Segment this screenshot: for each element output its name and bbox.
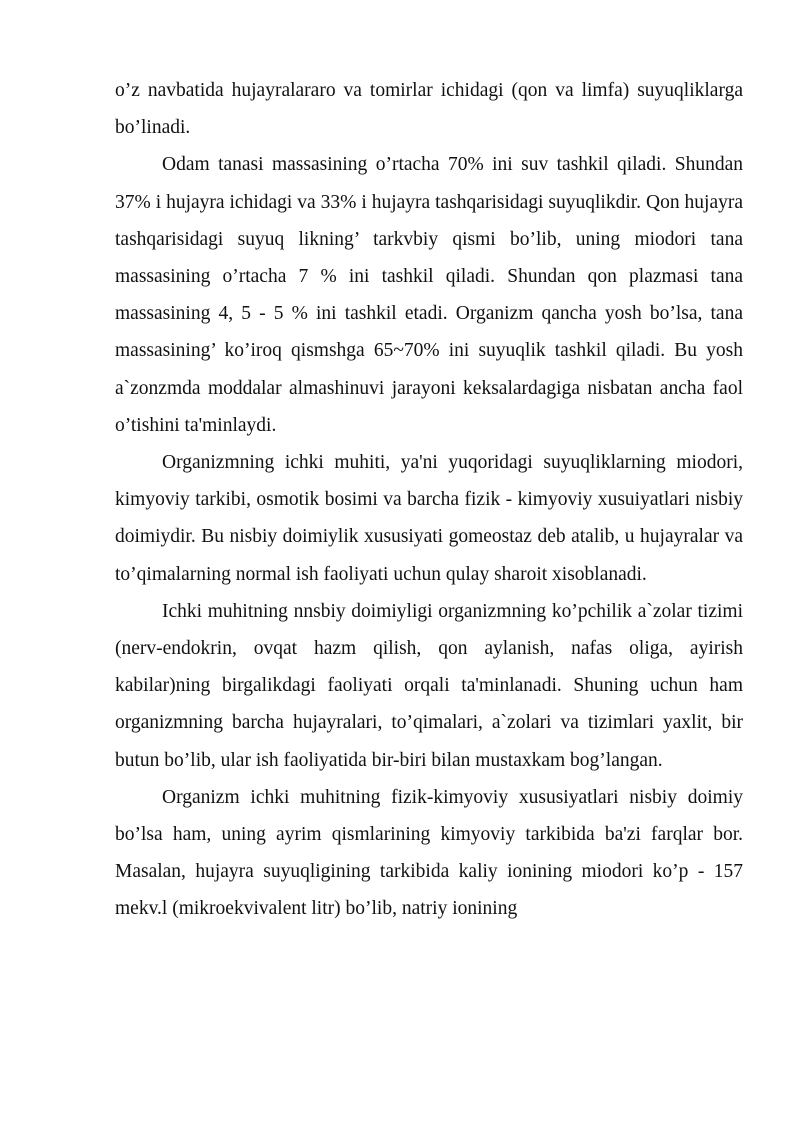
paragraph-2: Odam tanasi massasining o’rtacha 70% ini suv tashkil qiladi. Shundan 37% i hujayra ichidagi va 33% i hujayra tashqarisidagi suyuqlikdir. Qon hujayra tashqarisidagi suyuq likning’ tarkvbiy qismi bo’lib, uning miodori tana massasining o’rtacha 7 % ini tashkil qiladi. Shundan qon plazmasi tana massasining 4, 5 - 5 % ini tashkil etadi. Organizm qancha yosh bo’lsa, tana massasining’ ko’iroq qismshga 65~70% ini suyuqlik tashkil qiladi. Bu yosh a`zonzmda moddalar almashinuvi jarayoni keksalardagiga nisbatan ancha faol o’tishini ta'minlaydi. [115,154,743,436]
document-page [115,72,743,928]
paragraph-4: Ichki muhitning nnsbiy doimiyligi organizmning ko’pchilik a`zolar tizimi (nerv-endokrin, ovqat hazm qilish, qon aylanish, nafas oliga, ayirish kabilar)ning birgalikdagi faoliyati orqali ta'minlanadi. Shuning uchun ham organizmning barcha hujayralari, to’qimalari, a`zolari va tizimlari yaxlit, bir butun bo’lib, ular ish faoliyatida bir-biri bilan mustaxkam bog’langan. [115,600,743,771]
paragraph-5: Organizm ichki muhitning fizik-kimyoviy xususiyatlari nisbiy doimiy bo’lsa ham, uning ayrim qismlarining kimyoviy tarkibida ba'zi farqlar bor. Masalan, hujayra suyuqligining tarkibida kaliy ionining miodori ko’p - 157 mekv.l (mikroekvivalent litr) bo’lib, natriy ionining [115,786,743,920]
paragraph-3: Organizmning ichki muhiti, ya'ni yuqoridagi suyuqliklarning miodori, kimyoviy tarkibi, osmotik bosimi va barcha fizik - kimyoviy xusuiyatlari nisbiy doimiydir. Bu nisbiy doimiylik xususiyati gomeostaz deb atalib, u hujayralar va to’qimalarning normal ish faoliyati uchun qulay sharoit xisoblanadi. [115,452,743,585]
paragraph-1: o’z navbatida hujayralararo va tomirlar ichidagi (qon va limfa) suyuqliklarga bo’linadi. [115,80,743,139]
